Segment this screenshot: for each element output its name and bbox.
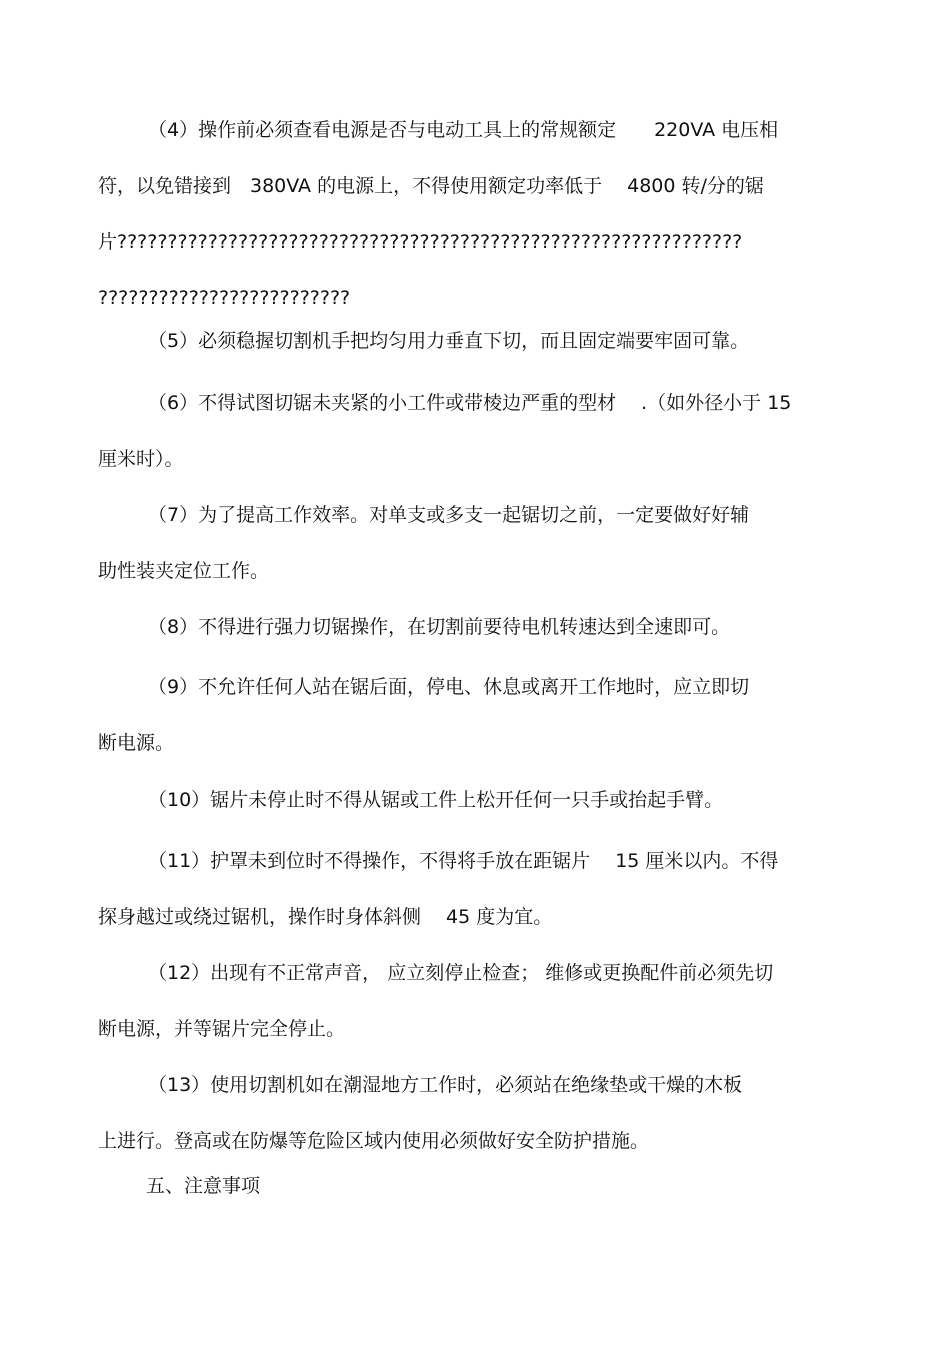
paragraph-line: （5）必须稳握切割机手把均匀用力垂直下切，而且固定端要牢固可靠。 [148,330,750,352]
paragraph-9 [98,659,858,771]
paragraph-line: （12）出现有不正常声音， 应立刻停止检查； 维修或更换配件前必须先切 [148,962,774,984]
paragraph-line: （11）护罩未到位时不得操作，不得将手放在距锯片 15 厘米以内。不得 [148,850,779,872]
paragraph-4 [98,102,858,326]
paragraph-line: 上进行。登高或在防爆等危险区域内使用必须做好安全防护措施。 [98,1130,650,1152]
paragraph-line: 断电源，并等锯片完全停止。 [98,1018,346,1040]
paragraph-line: 断电源。 [98,732,175,754]
section-heading: 五、注意事项 [146,1175,261,1197]
paragraph-line: （9）不允许任何人站在锯后面，停电、休息或离开工作地时，应立即切 [148,676,750,698]
paragraph-line: 厘米时）。 [98,448,184,470]
paragraph-line: ????????????????????????? [98,287,351,309]
paragraph-line: 助性装夹定位工作。 [98,560,270,582]
paragraph-13 [98,1057,858,1169]
paragraph-12 [98,945,858,1057]
paragraph-line: （13）使用切割机如在潮湿地方工作时，必须站在绝缘垫或干燥的木板 [148,1074,743,1096]
paragraph-line: （4）操作前必须查看电源是否与电动工具上的常规额定 220VA 电压相 [148,119,779,141]
paragraph-7 [98,487,858,599]
paragraph-line: 片?????????????????????????????????????????????????????????????? [98,231,743,253]
paragraph-line: （8）不得进行强力切锯操作，在切割前要待电机转速达到全速即可。 [148,616,731,638]
paragraph-10 [98,772,858,828]
paragraph-line: 符，以免错接到 380VA 的电源上，不得使用额定功率低于 4800 转/分的锯 [98,175,764,197]
paragraph-5 [98,313,858,369]
paragraph-line: （10）锯片未停止时不得从锯或工件上松开任何一只手或抬起手臂。 [148,789,724,811]
paragraph-line: （6）不得试图切锯未夹紧的小工件或带棱边严重的型材 .（如外径小于 15 [148,392,792,414]
paragraph-line: （7）为了提高工作效率。对单支或多支一起锯切之前，一定要做好好辅 [148,504,750,526]
paragraph-6 [98,375,858,487]
paragraph-line: 探身越过或绕过锯机，操作时身体斜侧 45 度为宜。 [98,906,553,928]
paragraph-11 [98,833,858,945]
paragraph-8 [98,599,858,655]
